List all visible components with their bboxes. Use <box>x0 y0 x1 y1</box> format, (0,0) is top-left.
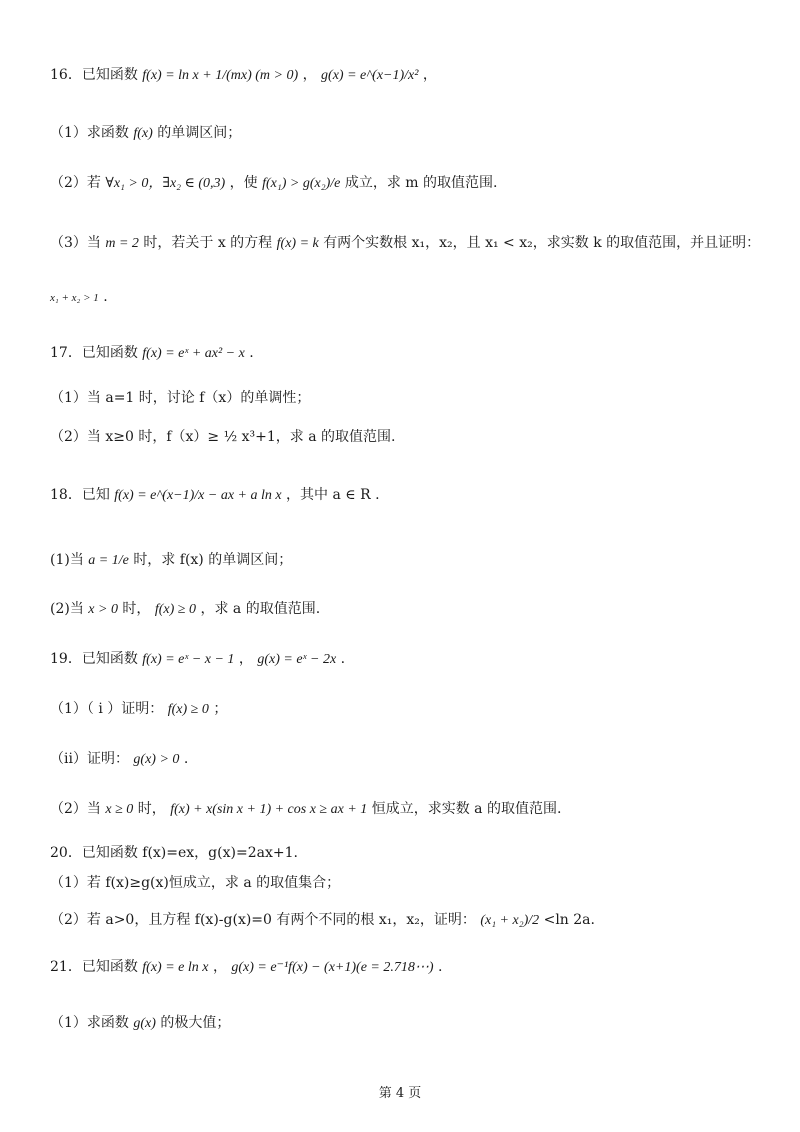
q18-stem: 18．已知 f(x) = e^(x−1)/x − ax + a ln x ，其中 a ∈ R . <box>50 487 380 503</box>
q16-part1: （1）求函数 f(x) 的单调区间； <box>50 125 242 141</box>
q21-stem: 21．已知函数 f(x) = e ln x ， g(x) = e⁻¹f(x) − (x+1)(e = 2.718⋯) . <box>50 959 443 975</box>
q21-part1: （1）求函数 g(x) 的极大值； <box>50 1015 231 1031</box>
q20-stem: 20．已知函数 f(x)=ex，g(x)=2ax+1. <box>50 845 298 861</box>
q20-part2: （2）若 a>0，且方程 f(x)-g(x)=0 有两个不同的根 x₁，x₂，证明： (x₁ + x₂)/2 <ln 2a. <box>50 912 595 928</box>
q20-part1: （1）若 f(x)≥g(x)恒成立，求 a 的取值集合； <box>50 875 341 891</box>
q19-part1-i: （1）（ i ）证明： f(x) ≥ 0 ； <box>50 701 228 717</box>
q17-stem: 17．已知函数 f(x) = eˣ + ax² − x . <box>50 345 254 361</box>
q19-part2: （2）当 x ≥ 0 时， f(x) + x(sin x + 1) + cos x ≥ ax + 1 恒成立，求实数 a 的取值范围. <box>50 801 562 817</box>
q17-part2: （2）当 x≥0 时，f（x）≥ ½ x³+1，求 a 的取值范围. <box>50 429 396 445</box>
q17-part1: （1）当 a=1 时，讨论 f（x）的单调性； <box>50 390 311 406</box>
q16-part3: （3）当 m = 2 时，若关于 x 的方程 f(x) = k 有两个实数根 x₁，x₂，且 x₁ < x₂，求实数 k 的取值范围，并且证明： <box>50 235 761 251</box>
q18-part1: (1)当 a = 1/e 时，求 f(x) 的单调区间； <box>50 552 293 568</box>
page-number: 第 4 页 <box>378 1086 422 1101</box>
q19-part1-ii: （ii）证明： g(x) > 0 . <box>50 751 189 767</box>
q16-stem: 16．已知函数 f(x) = ln x + 1/(mx) (m > 0) ， g(x) = e^(x−1)/x² ， <box>50 67 437 83</box>
q16-part3-cont: x₁ + x₂ > 1 . <box>50 289 108 305</box>
q18-part2: (2)当 x > 0 时， f(x) ≥ 0 ，求 a 的取值范围. <box>50 601 321 617</box>
q16-part2: （2）若 ∀x₁ > 0，∃x₂ ∈ (0,3) ，使 f(x₁) > g(x₂)/e 成立，求 m 的取值范围. <box>50 175 498 191</box>
q19-stem: 19．已知函数 f(x) = eˣ − x − 1 ， g(x) = eˣ − 2x . <box>50 651 346 667</box>
